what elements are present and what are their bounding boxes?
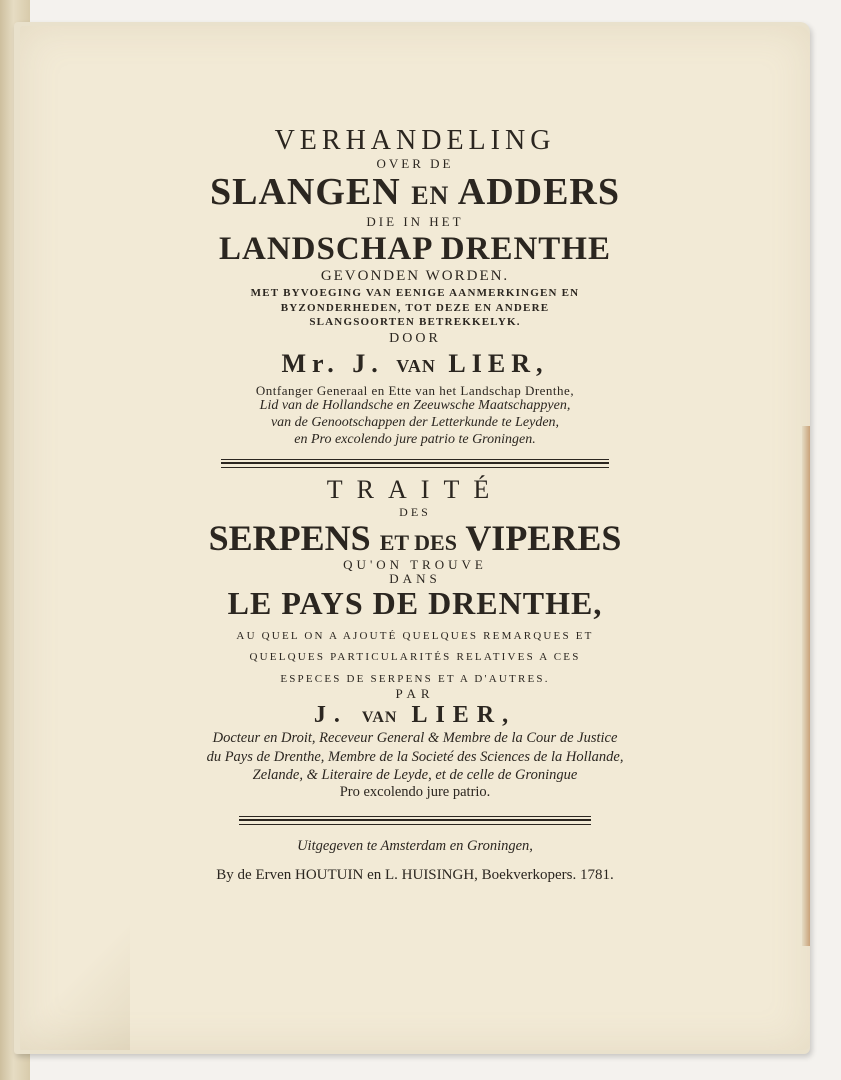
dutch-title-main: VERHANDELING (274, 125, 556, 156)
french-quon-trouve: QU'ON TROUVE (343, 556, 487, 572)
french-credential-4: Pro excolendo jure patrio. (339, 783, 491, 800)
french-credential-3: Zelande, & Literaire de Leyde, et de celle de Groningue (252, 766, 578, 783)
french-subtitle-1: AU QUEL ON A AJOUTÉ QUELQUES REMARQUES ET (236, 629, 594, 642)
dutch-title-slangen: SLANGEN EN ADDERS (210, 171, 620, 214)
french-subtitle-3: ESPECES DE SERPENS ET A D'AUTRES. (280, 672, 550, 685)
french-author: J. VAN LIER, (313, 702, 517, 729)
title-page-text (20, 126, 810, 884)
french-par: PAR (395, 686, 435, 702)
french-title-pays: LE PAYS DE DRENTHE, (227, 585, 603, 622)
dutch-subtitle-3: SLANGSOORTEN BETREKKELYK. (309, 316, 521, 329)
french-title-serpens: SERPENS ET DES VIPERES (208, 518, 622, 559)
dutch-credential-3: van de Genootschappen der Letterkunde te Leyden, (270, 414, 560, 430)
dutch-door: DOOR (389, 330, 441, 346)
dutch-credential-1: Ontfanger Generaal en Ette van het Landschap Drenthe, (255, 382, 575, 398)
divider-rule-bottom (239, 816, 591, 825)
dutch-credential-2: Lid van de Hollandsche en Zeeuwsche Maatschappyen, (259, 398, 571, 414)
divider-rule-top (221, 459, 609, 468)
dutch-over-de: OVER DE (376, 156, 454, 172)
french-credential-1: Docteur en Droit, Receveur General & Membre de la Cour de Justice (212, 730, 618, 747)
page-corner-fold (20, 900, 130, 1050)
french-des: DES (399, 504, 431, 519)
french-dans: DANS (389, 570, 441, 586)
dutch-credential-4: en Pro excolendo jure patrio te Groningen. (294, 431, 536, 447)
dutch-title-landschap: LANDSCHAP DRENTHE (219, 230, 611, 267)
dutch-author: Mr. J. VAN LIER, (281, 349, 549, 379)
dutch-die-in-het: DIE IN HET (366, 213, 464, 229)
title-page (20, 26, 810, 1050)
french-subtitle-2: QUELQUES PARTICULARITÉS RELATIVES A CES (249, 651, 581, 664)
dutch-subtitle-1: MET BYVOEGING VAN EENIGE AANMERKINGEN EN (250, 286, 580, 299)
imprint-place: Uitgegeven te Amsterdam en Groningen, (297, 838, 533, 855)
dutch-gevonden: GEVONDEN WORDEN. (320, 268, 510, 285)
dutch-subtitle-2: BYZONDERHEDEN, TOT DEZE EN ANDERE (280, 301, 550, 314)
french-credential-2: du Pays de Drenthe, Membre de la Societé des Sciences de la Hollande, (206, 748, 624, 765)
french-title-main: TRAITÉ (326, 475, 504, 505)
imprint-publisher: By de Erven HOUTUIN en L. HUISINGH, Boekverkopers. 1781. (216, 867, 614, 884)
